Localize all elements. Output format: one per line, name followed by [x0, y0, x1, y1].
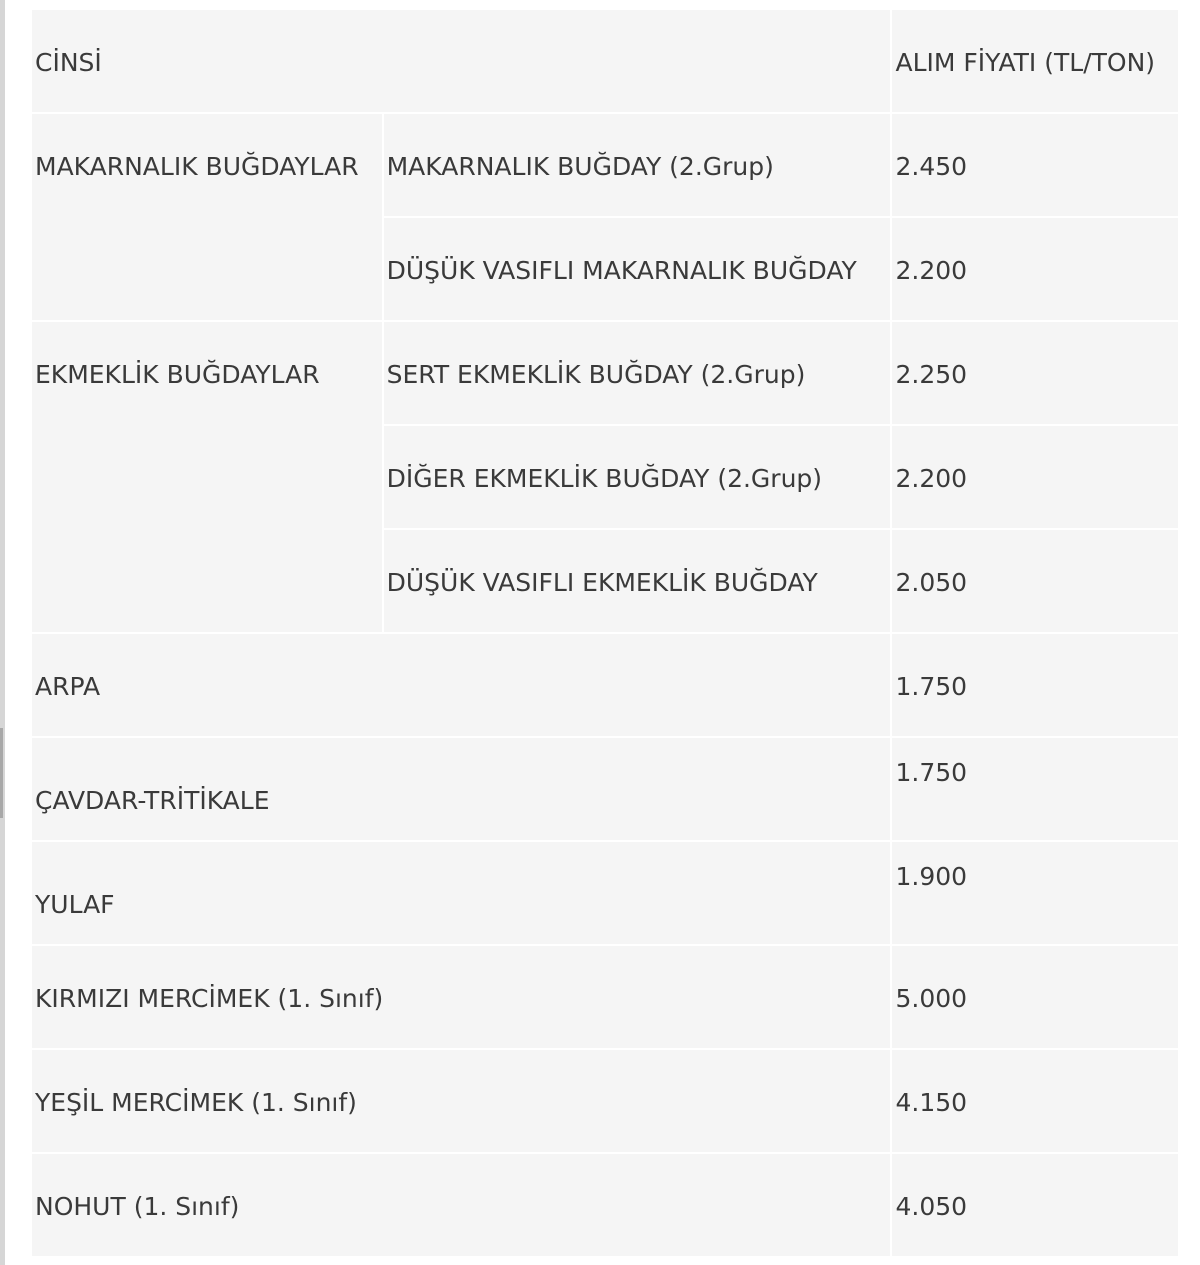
- item-price: 2.200: [892, 426, 1178, 528]
- item-price: 2.200: [892, 218, 1178, 320]
- item-name: SERT EKMEKLİK BUĞDAY (2.Grup): [384, 322, 891, 424]
- item-price: 1.900: [892, 842, 1178, 944]
- item-name: DÜŞÜK VASIFLI EKMEKLİK BUĞDAY: [384, 530, 891, 632]
- table-row: [32, 946, 1178, 1048]
- item-name: KIRMIZI MERCİMEK (1. Sınıf): [32, 946, 890, 1048]
- group-name-durum-wheat: MAKARNALIK BUĞDAYLAR: [32, 114, 382, 320]
- table-row: [32, 634, 1178, 736]
- item-name: NOHUT (1. Sınıf): [32, 1154, 890, 1256]
- item-price: 4.050: [892, 1154, 1178, 1256]
- item-name: DÜŞÜK VASIFLI MAKARNALIK BUĞDAY: [384, 218, 891, 320]
- item-price: 2.250: [892, 322, 1178, 424]
- item-price: 2.050: [892, 530, 1178, 632]
- item-name: DİĞER EKMEKLİK BUĞDAY (2.Grup): [384, 426, 891, 528]
- table-row: [32, 1154, 1178, 1256]
- header-type: CİNSİ: [32, 10, 890, 112]
- table-row: [32, 114, 1178, 216]
- item-price: 1.750: [892, 738, 1178, 840]
- item-name: MAKARNALIK BUĞDAY (2.Grup): [384, 114, 891, 216]
- left-edge-border: [0, 0, 5, 1265]
- item-price: 2.450: [892, 114, 1178, 216]
- left-edge-marker: [0, 728, 3, 818]
- table-header-row: [32, 10, 1178, 112]
- item-name: YEŞİL MERCİMEK (1. Sınıf): [32, 1050, 890, 1152]
- item-price: 4.150: [892, 1050, 1178, 1152]
- item-name: YULAF: [32, 842, 890, 944]
- table-row: [32, 322, 1178, 424]
- table-row: [32, 738, 1178, 840]
- item-name: ÇAVDAR-TRİTİKALE: [32, 738, 890, 840]
- table-row: [32, 1050, 1178, 1152]
- price-table: [30, 8, 1180, 1258]
- item-name: ARPA: [32, 634, 890, 736]
- item-price: 5.000: [892, 946, 1178, 1048]
- header-price: ALIM FİYATI (TL/TON): [892, 10, 1178, 112]
- item-price: 1.750: [892, 634, 1178, 736]
- group-name-bread-wheat: EKMEKLİK BUĞDAYLAR: [32, 322, 382, 632]
- table-row: [32, 842, 1178, 944]
